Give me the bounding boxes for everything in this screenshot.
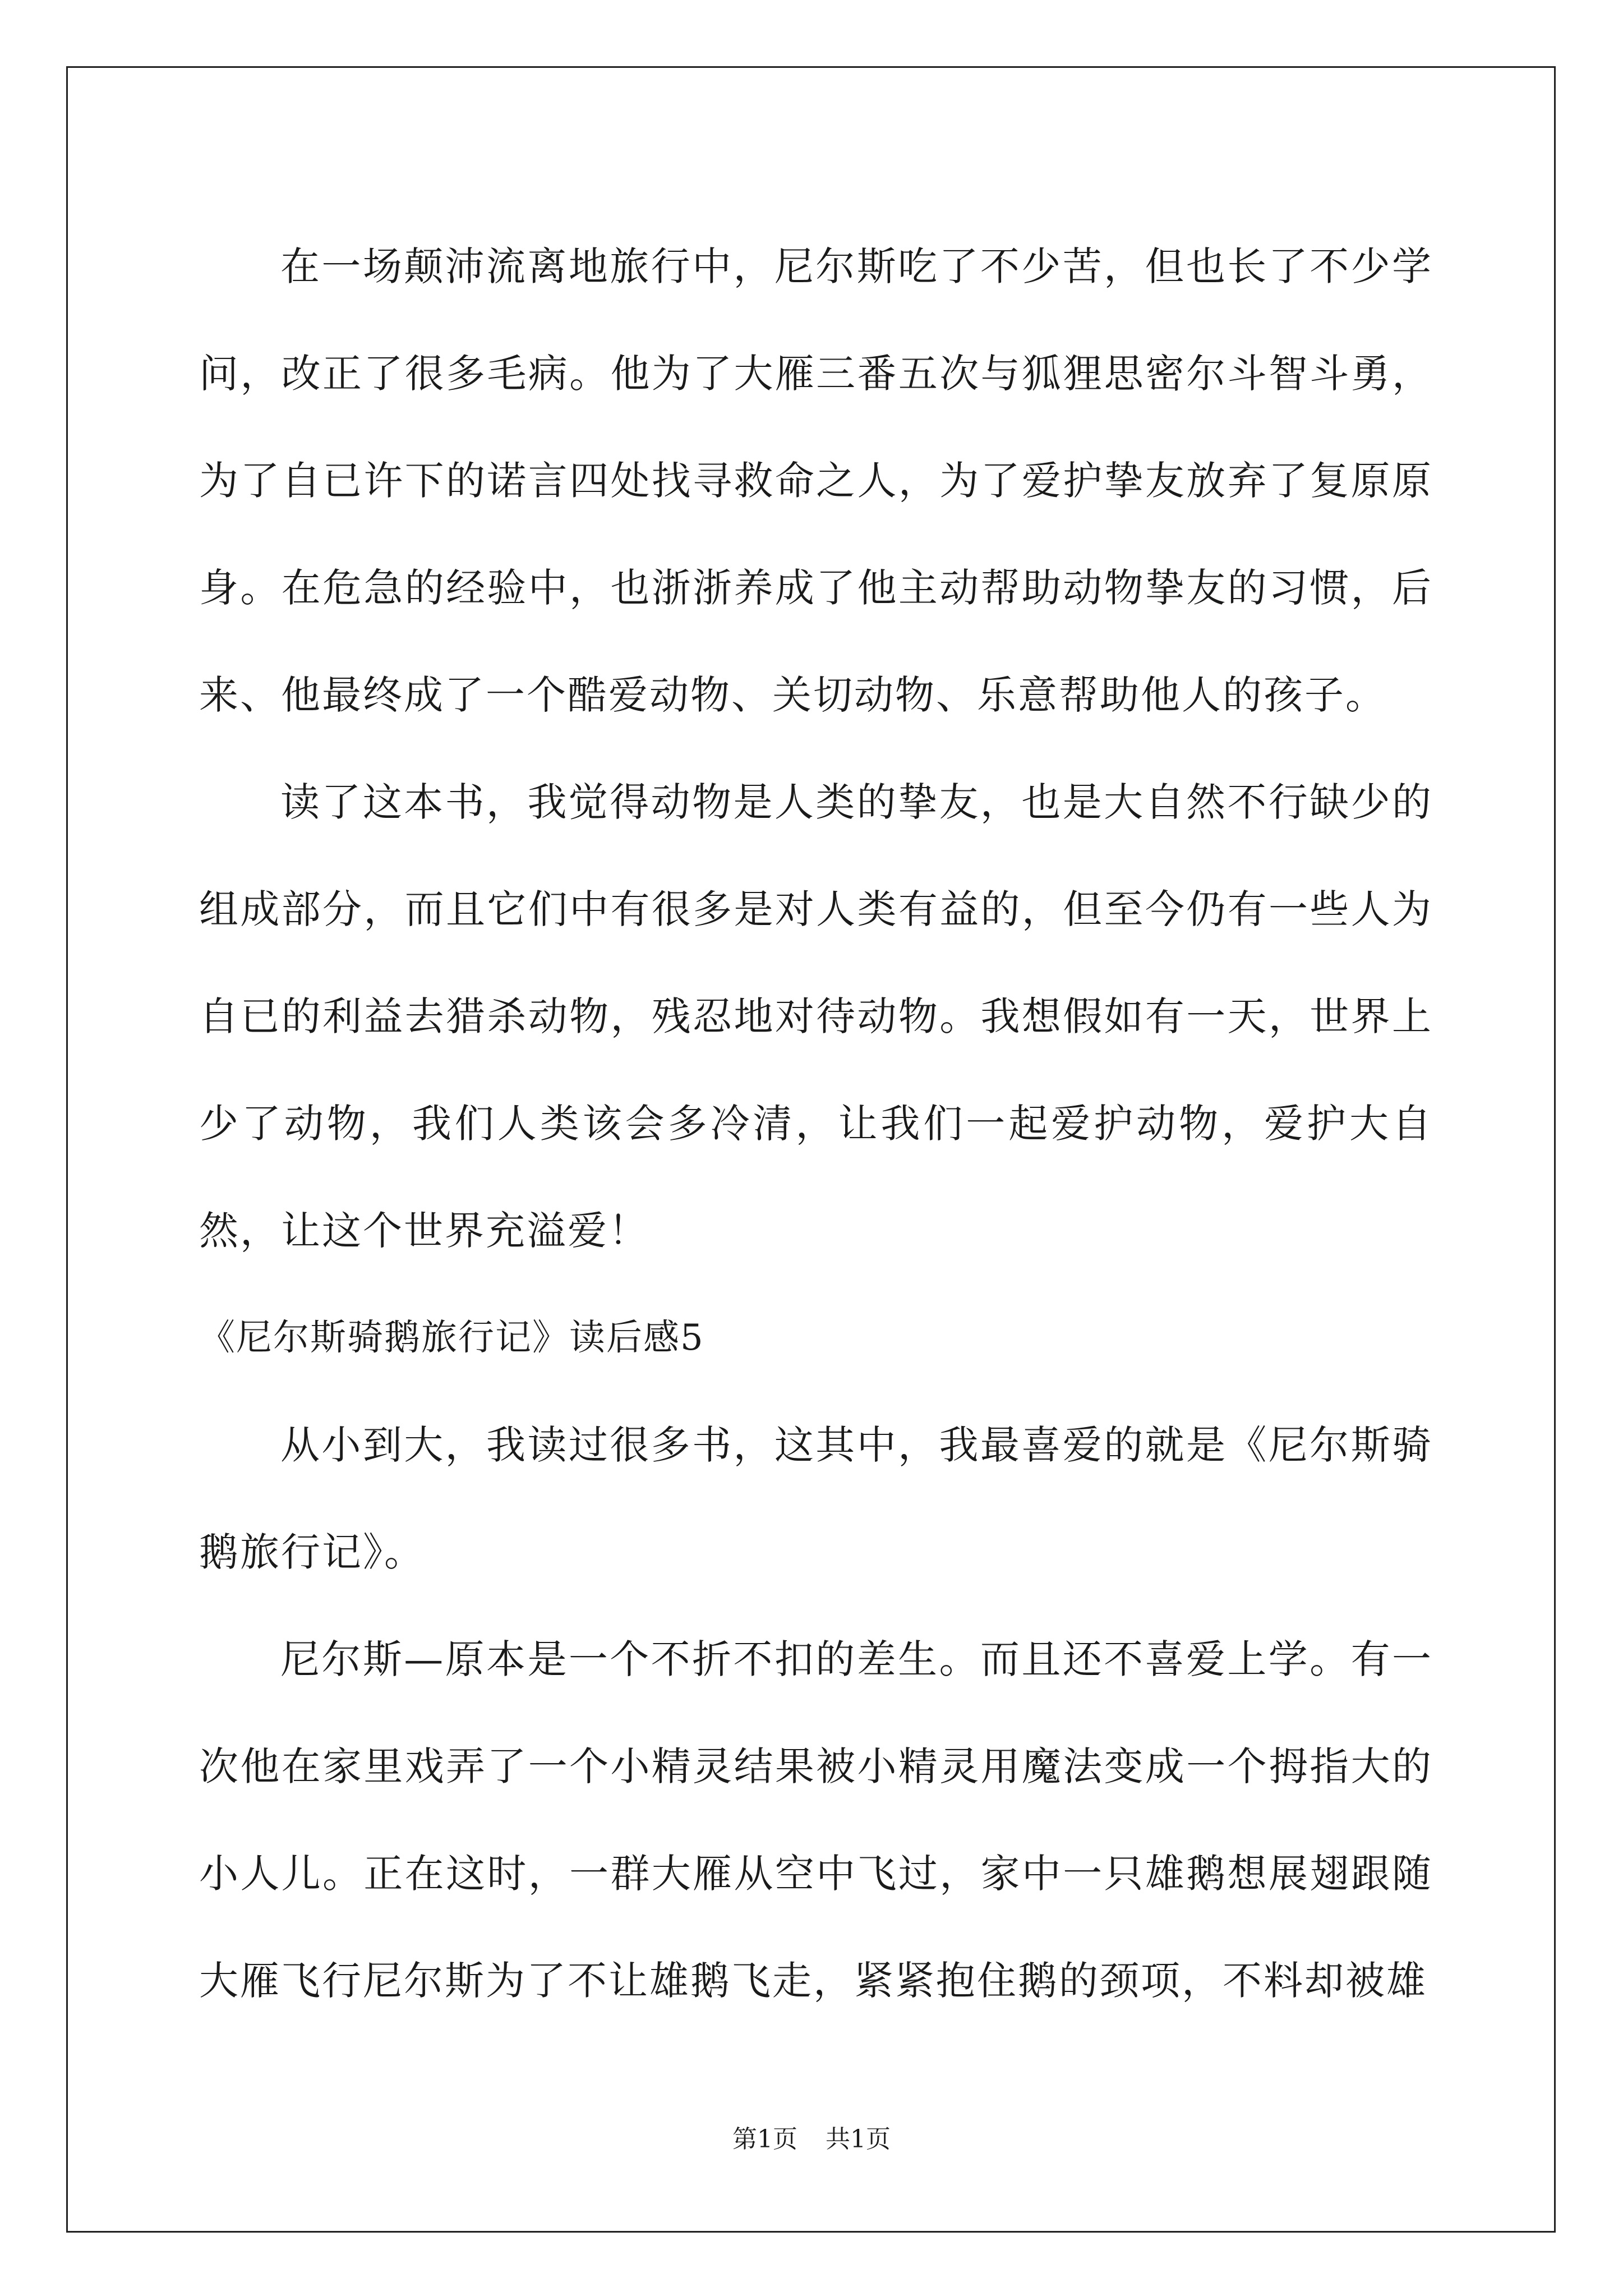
document-body [199, 213, 1433, 2035]
paragraph-nils-story: 尼尔斯—原本是一个不折不扣的差生。而且还不喜爱上学。有一次他在家里戏弄了一个小精灵结果被小精灵用魔法变成一个拇指大的小人儿。正在这时，一群大雁从空中飞过，家中一只雄鹅想展翅跟随大雁飞行尼尔斯为了不让雄鹅飞走，紧紧抱住鹅的颈项，不料却被雄 [199, 1636, 1433, 2004]
section-heading: 《尼尔斯骑鹅旅行记》读后感5 [199, 1317, 704, 1359]
page-number: 第1页 [732, 2125, 797, 2154]
paragraph-protect-animals: 读了这本书，我觉得动物是人类的挚友，也是大自然不行缺少的组成部分，而且它们中有很多是对人类有益的，但至今仍有一些人为自已的利益去猎杀动物，残忍地对待动物。我想假如有一天，世界上少了动物，我们人类该会多冷清，让我们一起爱护动物，爱护大自然，让这个世界充溢爱！ [199, 779, 1433, 1254]
page-total: 共1页 [826, 2125, 891, 2154]
page-footer [0, 2123, 1623, 2156]
paragraph-favorite-book: 从小到大，我读过很多书，这其中，我最喜爱的就是《尼尔斯骑鹅旅行记》。 [199, 1422, 1433, 1575]
paragraph-travel-hardships: 在一场颠沛流离地旅行中，尼尔斯吃了不少苦，但也长了不少学问，改正了很多毛病。他为了大雁三番五次与狐狸思密尔斗智斗勇，为了自已许下的诺言四处找寻救命之人，为了爱护挚友放弃了复原原身。在危急的经验中，也浙浙养成了他主动帮助动物挚友的习惯，后来、他最终成了一个酷爱动物、关切动物、乐意帮助他人的孩子。 [199, 243, 1433, 718]
